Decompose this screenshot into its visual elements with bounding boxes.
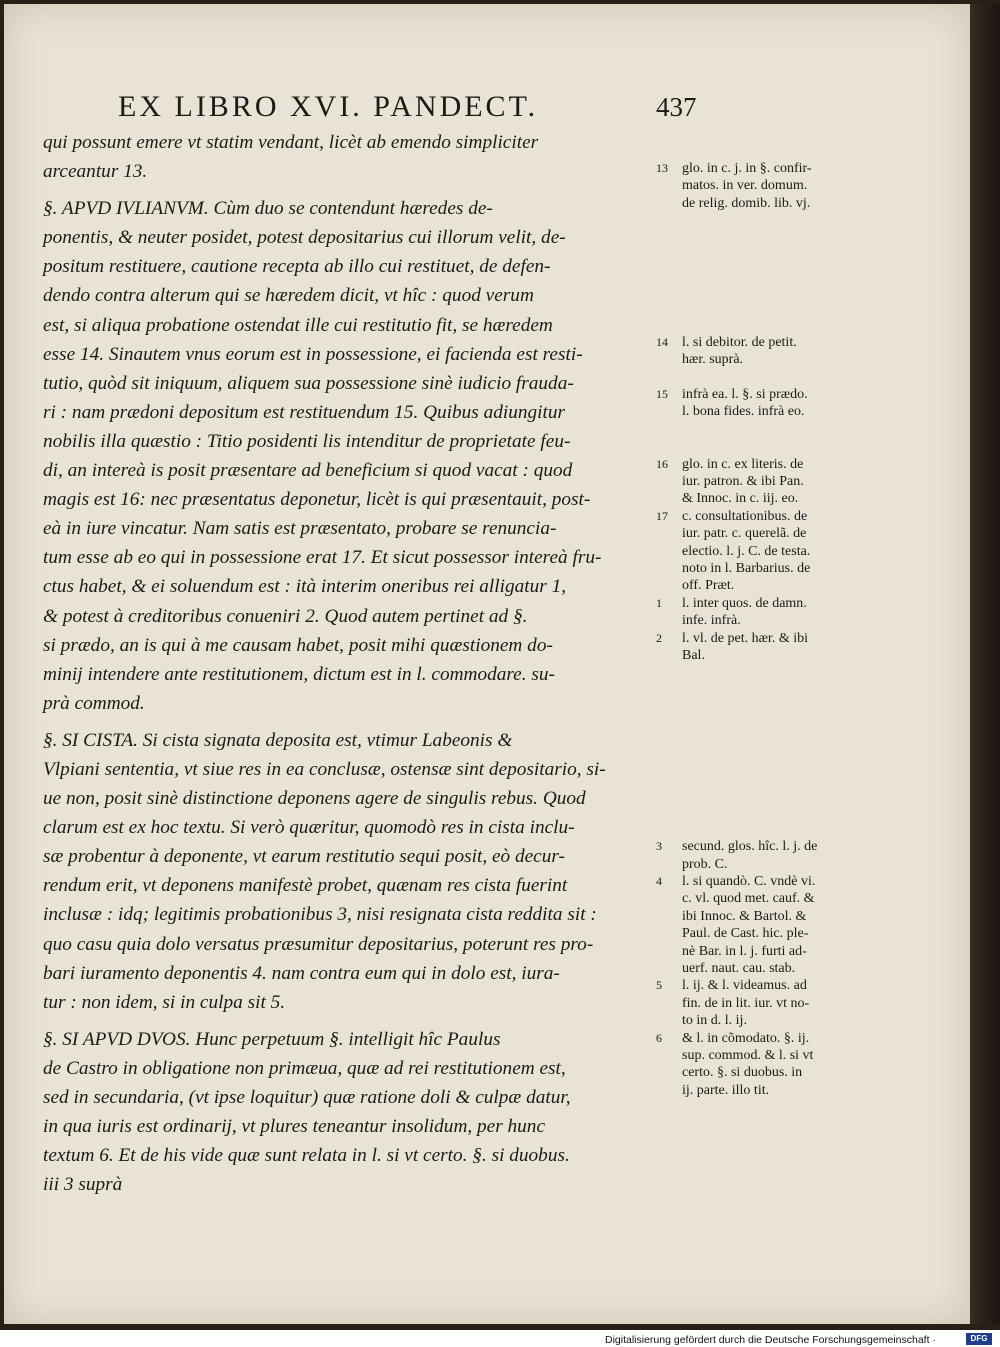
note-text: de relig. domib. lib. vj. [682, 195, 811, 211]
note-text: matos. in ver. domum. [682, 178, 808, 194]
text-line [43, 718, 651, 726]
note-line [656, 299, 866, 316]
text-line: prà commod. [43, 692, 145, 714]
note-line [656, 890, 866, 907]
note-ref-number: 3 [656, 839, 662, 854]
note-line [656, 282, 866, 299]
note-text: to in d. l. ij. [682, 1013, 747, 1029]
note-ref-number: 1 [656, 595, 662, 610]
note-ref-number: 13 [656, 161, 668, 175]
note-line [656, 647, 866, 664]
text-line: ponentis, & neuter posidet, potest depositarius cui illorum velit, de- [43, 227, 566, 249]
note-line [656, 838, 866, 855]
note-text: l. bona fides. infrà eo. [682, 404, 805, 420]
note-text: l. si quandò. C. vndè vi. [682, 874, 816, 890]
note-line [656, 803, 866, 820]
note-line [656, 334, 866, 351]
note-line [656, 1082, 866, 1099]
note-line [656, 734, 866, 751]
text-line: eà in iure vincatur. Nam satis est præsentato, probare se renuncia- [43, 518, 557, 540]
text-line [43, 1017, 651, 1025]
note-ref-number: 6 [656, 1030, 662, 1045]
note-line [656, 230, 866, 247]
note-line [656, 943, 866, 960]
note-text: Paul. de Cast. hic. ple- [682, 926, 809, 942]
note-ref-number: 17 [656, 508, 668, 523]
note-line [656, 438, 866, 455]
note-text: ij. parte. illo tit. [682, 1082, 770, 1098]
text-line: arceantur 13. [43, 161, 148, 183]
text-line: clarum est ex hoc textu. Si verò quæritur, quomodò res in cista inclu- [43, 817, 575, 839]
note-line [656, 630, 866, 647]
note-line [656, 960, 866, 977]
note-text: glo. in c. ex literis. de [682, 456, 804, 472]
text-line: si prædo, an is qui à me causam habet, posit mihi quæstionem do- [43, 634, 553, 656]
note-line [656, 317, 866, 334]
note-line [656, 664, 866, 681]
note-line [656, 490, 866, 507]
note-line [656, 212, 866, 229]
text-line: ctus habet, & ei soluendum est : ità interim oneribus rei alligatur 1, [43, 576, 567, 598]
note-line [656, 1030, 866, 1047]
note-line [656, 751, 866, 768]
note-text: l. si debitor. de petit. [682, 334, 797, 350]
note-line [656, 543, 866, 560]
note-line [656, 369, 866, 386]
text-line: quo casu quia dolo versatus præsumitur depositarius, poterunt res pro- [43, 933, 594, 955]
note-line [656, 560, 866, 577]
note-text: nè Bar. in l. j. furti ad- [682, 943, 807, 959]
text-line: dendo contra alterum qui se hæredem dicit, vt hîc : quod verum [43, 285, 534, 307]
note-text: l. inter quos. de damn. [682, 595, 807, 611]
note-line [656, 925, 866, 942]
note-text: iur. patron. & ibi Pan. [682, 474, 804, 490]
text-line: de Castro in obligatione non primæua, quæ ad rei restitutionem est, [43, 1057, 566, 1079]
note-text: infrà ea. l. §. si prædo. [682, 387, 808, 403]
note-line [656, 856, 866, 873]
note-line [656, 1012, 866, 1029]
note-line [656, 177, 866, 194]
note-text: ibi Innoc. & Bartol. & [682, 908, 807, 924]
note-line [656, 160, 866, 177]
text-line: textum 6. Et de his vide quæ sunt relata in l. si vt certo. §. si duobus. [43, 1145, 570, 1167]
note-line [656, 908, 866, 925]
note-text: glo. in c. j. in §. confir- [682, 161, 812, 176]
text-line: nobilis illa quæstio : Titio posidenti lis intenditur de proprietate feu- [43, 430, 571, 452]
note-line [656, 717, 866, 734]
note-text: hær. suprà. [682, 352, 744, 368]
running-head: EX LIBRO XVI. PANDECT. [118, 90, 539, 123]
text-line: Vlpiani sententia, vt siue res in ea conclusæ, ostensæ sint depositario, si- [43, 758, 606, 780]
note-ref-number: 15 [656, 387, 668, 402]
text-line: di, an intereà is posit præsentare ad beneficium si quod vacat : quod [43, 460, 573, 482]
note-text: Bal. [682, 647, 705, 663]
note-text: prob. C. [682, 856, 728, 872]
note-line [656, 682, 866, 699]
text-line: tutio, quòd sit iniquum, aliquem sua possessione sinè iudicio frauda- [43, 372, 574, 394]
text-line: sed in secundaria, (vt ipse loquitur) quæ ratione doli & culpæ datur, [43, 1087, 571, 1108]
text-line: inclusæ : idq; legitimis probationibus 3, nisi resignata cista reddita sit : [43, 904, 597, 926]
note-line [656, 508, 866, 525]
note-line [656, 821, 866, 838]
note-line [656, 247, 866, 264]
note-line [656, 995, 866, 1012]
text-line: & potest à creditoribus conueniri 2. Quod autem pertinet ad §. [43, 605, 528, 627]
note-line [656, 577, 866, 594]
note-text: iur. patr. c. querelã. de [682, 526, 807, 542]
note-text: & l. in cõmodato. §. ij. [682, 1030, 810, 1046]
note-text: noto in l. Barbarius. de [682, 560, 811, 576]
text-line: iii 3 suprà [43, 1174, 123, 1196]
note-text: l. vl. de pet. hær. & ibi [682, 630, 808, 646]
text-line: §. SI APVD DVOS. Hunc perpetuum §. intelligit hîc Paulus [43, 1028, 501, 1050]
note-line [656, 1047, 866, 1064]
note-line [656, 456, 866, 473]
note-line [656, 421, 866, 438]
note-text: l. ij. & l. videamus. ad [682, 978, 807, 994]
note-line [656, 473, 866, 490]
note-text: infe. infrà. [682, 613, 741, 629]
note-ref-number: 14 [656, 334, 668, 349]
note-text: uerf. naut. cau. stab. [682, 960, 796, 976]
text-line: qui possunt emere vt statim vendant, licèt ab emendo simpliciter [43, 132, 539, 153]
text-line: rendum erit, vt deponens manifestè probet, quænam res cista fuerint [43, 875, 568, 897]
text-line: bari iuramento deponentis 4. nam contra eum qui in dolo est, iura- [43, 962, 560, 984]
note-text: c. vl. quod met. cauf. & [682, 891, 815, 907]
text-line: ue non, posit sinè distinctione deponens agere de singulis rebus. Quod [43, 788, 586, 810]
note-line [656, 386, 866, 403]
note-ref-number: 4 [656, 874, 662, 889]
page-number: 437 [656, 92, 697, 122]
text-line: §. SI CISTA. Si cista signata deposita est, vtimur Labeonis & [43, 729, 513, 751]
note-line [656, 786, 866, 803]
note-ref-number: 16 [656, 456, 668, 471]
note-text: sup. commod. & l. si vt [682, 1047, 814, 1063]
note-text: certo. §. si duobus. in [682, 1065, 803, 1081]
note-line [656, 977, 866, 994]
text-line [43, 186, 651, 194]
text-line: minij intendere ante restitutionem, dictum est in l. commodare. su- [43, 663, 555, 685]
note-line [656, 873, 866, 890]
text-line: sæ probentur à deponente, vt earum restitutio sequi posit, eò decur- [43, 846, 565, 868]
main-text-column [43, 128, 651, 1199]
text-line: magis est 16: nec præsentatus deponetur, licèt is qui præsentauit, post- [43, 489, 591, 511]
text-line: esse 14. Sinautem vnus eorum est in possessione, ei facienda est resti- [43, 343, 583, 365]
note-text: fin. de in lit. iur. vt no- [682, 995, 810, 1011]
note-text: secund. glos. hîc. l. j. de [682, 839, 818, 855]
note-line [656, 1064, 866, 1081]
page-edge [970, 4, 1000, 1324]
text-line: est, si aliqua probatione ostendat ille cui restitutio fit, se hæredem [43, 314, 553, 336]
text-line: ri : nam prædoni depositum est restituendum 15. Quibus adiungitur [43, 401, 566, 423]
note-line [656, 403, 866, 420]
note-line [656, 351, 866, 368]
marginal-notes [656, 160, 866, 1099]
note-line [656, 195, 866, 212]
note-line [656, 595, 866, 612]
text-line: positum restituere, cautione recepta ab illo cui restituet, de defen- [43, 256, 551, 278]
note-line [656, 699, 866, 716]
note-ref-number: 5 [656, 978, 662, 993]
note-text: c. consultationibus. de [682, 508, 808, 524]
note-text: off. Præt. [682, 578, 735, 594]
note-ref-number: 2 [656, 630, 662, 645]
note-line [656, 769, 866, 786]
note-line [656, 525, 866, 542]
digitization-credit: Digitalisierung gefördert durch die Deutsche Forschungsgemeinschaft · [605, 1334, 936, 1346]
note-line [656, 264, 866, 281]
text-line: tum esse ab eo qui in possessione erat 17. Et sicut possessor intereà fru- [43, 547, 602, 569]
dfg-logo: DFG [966, 1333, 992, 1345]
text-line: tur : non idem, si in culpa sit 5. [43, 991, 286, 1013]
note-text: electio. l. j. C. de testa. [682, 543, 811, 559]
text-line: in qua iuris est ordinarij, vt plures teneantur insolidum, per hunc [43, 1116, 546, 1138]
text-line: §. APVD IVLIANVM. Cùm duo se contendunt hæredes de- [43, 198, 493, 220]
note-line [656, 612, 866, 629]
note-text: & Innoc. in c. iij. eo. [682, 491, 799, 507]
